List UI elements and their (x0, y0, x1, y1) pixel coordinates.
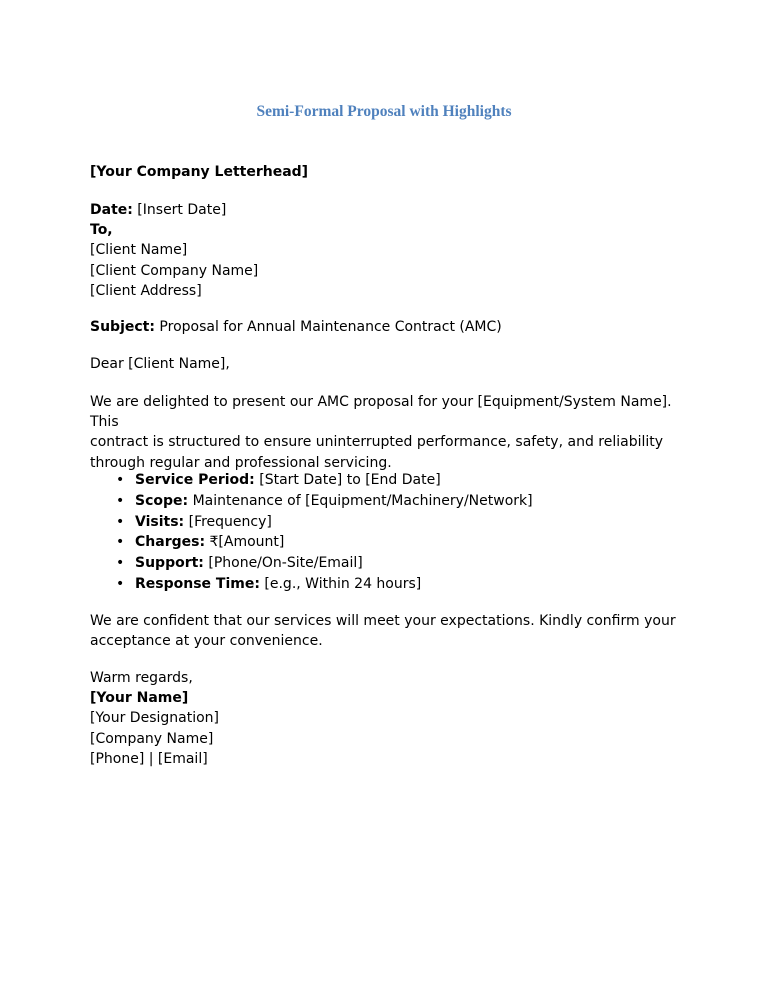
list-item (90, 574, 533, 595)
recipient-block (90, 200, 690, 301)
client-address: [Client Address] (90, 282, 202, 299)
signature-block (90, 668, 690, 769)
signer-contact: [Phone] | [Email] (90, 750, 208, 767)
client-company: [Client Company Name] (90, 262, 259, 279)
bullet-icon: • (116, 534, 125, 551)
highlight-value: ₹[Amount] (205, 534, 285, 551)
date-line (90, 200, 690, 220)
highlight-label: Charges: (135, 534, 206, 551)
highlights-list (90, 470, 533, 595)
bullet-icon: • (116, 472, 125, 488)
closing-paragraph (90, 611, 690, 651)
highlight-label: Support: (135, 555, 204, 572)
closing-line: acceptance at your convenience. (90, 633, 323, 650)
highlight-label: Response Time: (135, 575, 260, 592)
subject-block (90, 317, 690, 337)
salutation: Dear [Client Name], (90, 356, 230, 372)
bullet-icon: • (116, 513, 125, 530)
signer-company: [Company Name] (90, 730, 214, 747)
date-label: Date: (90, 202, 133, 218)
signer-name: [Your Name] (90, 690, 189, 707)
highlight-value: [Frequency] (184, 513, 272, 530)
highlight-value: [e.g., Within 24 hours] (259, 575, 422, 592)
highlight-value: [Phone/On-Site/Email] (203, 555, 363, 572)
highlight-value: [Start Date] to [End Date] (254, 472, 441, 488)
document-title: Semi-Formal Proposal with Highlights (256, 103, 512, 120)
signoff-regards: Warm regards, (90, 670, 193, 686)
intro-line: contract is structured to ensure uninterrupted performance, safety, and reliability (90, 434, 664, 451)
intro-line: We are delighted to present our AMC proposal for your [Equipment/System Name]. This (90, 394, 672, 431)
list-item (90, 512, 533, 533)
to-label: To, (90, 222, 113, 239)
subject-line (90, 317, 690, 337)
intro-line: through regular and professional servicing. (90, 454, 392, 471)
signer-designation: [Your Designation] (90, 710, 219, 727)
intro-paragraph (90, 392, 690, 473)
highlight-label: Scope: (135, 492, 189, 509)
list-item (90, 553, 533, 574)
list-item (90, 491, 533, 512)
client-name: [Client Name] (90, 242, 188, 259)
list-item (90, 532, 533, 553)
bullet-icon: • (116, 555, 125, 572)
highlight-value: Maintenance of [Equipment/Machinery/Network] (188, 492, 533, 509)
letterhead: [Your Company Letterhead] (90, 164, 309, 180)
date-value: [Insert Date] (132, 202, 227, 218)
subject-label: Subject: (90, 319, 155, 335)
bullet-icon: • (116, 492, 125, 509)
bullet-icon: • (116, 575, 125, 592)
letterhead-block (90, 162, 690, 182)
salutation-block (90, 354, 690, 374)
subject-value: Proposal for Annual Maintenance Contract (AMC) (154, 319, 502, 335)
highlight-label: Visits: (135, 513, 185, 530)
list-item (90, 470, 533, 491)
highlight-label: Service Period: (135, 472, 255, 488)
closing-line: We are confident that our services will meet your expectations. Kindly confirm your (90, 613, 676, 629)
